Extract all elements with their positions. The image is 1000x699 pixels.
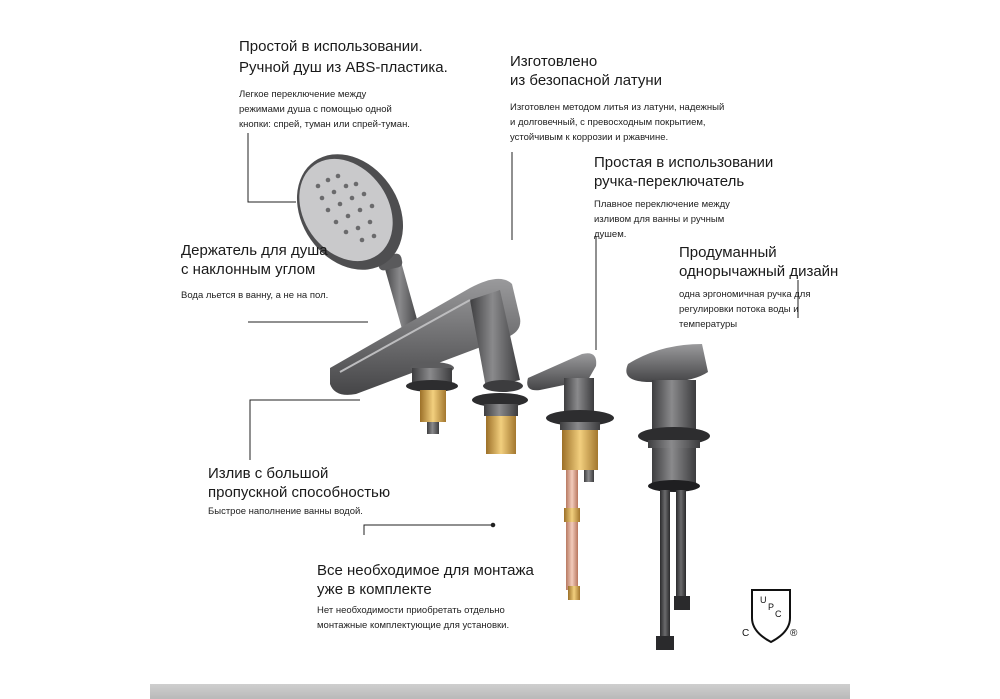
callout-handheld-title-2: Ручной душ из ABS-пластика. (239, 59, 448, 76)
callout-holder (181, 241, 328, 303)
callout-handheld-title-1: Простой в использовании. (239, 38, 423, 55)
callout-spout-title: пропускной способностью (208, 484, 391, 501)
callout-kit-title: уже в комплекте (317, 581, 432, 598)
bath-spout (330, 279, 528, 454)
callout-kit-desc: монтажные комплектующие для установки. (317, 620, 510, 631)
callout-brass-desc: и долговечный, с превосходным покрытием, (510, 117, 706, 128)
callout-handheld-desc: режимами душа с помощью одной (239, 104, 392, 115)
mixer-lever (626, 344, 710, 650)
diverter-valve (527, 353, 614, 600)
callout-kit-title: Все необходимое для монтажа (317, 562, 534, 579)
callout-spout (208, 464, 390, 519)
callout-diverter-desc: изливом для ванны и ручным (594, 214, 725, 225)
footer-bar (150, 684, 850, 699)
callout-holder-title: с наклонным углом (181, 261, 316, 278)
callout-lever-desc: одна эргономичная ручка для (679, 289, 811, 300)
callout-diverter (594, 153, 773, 242)
leader-kit (364, 525, 492, 535)
callout-kit (317, 561, 534, 633)
callout-kit-desc: Нет необходимости приобретать отдельно (317, 605, 505, 616)
callout-diverter-desc: душем. (594, 229, 627, 240)
upc-registered-mark: ® (790, 628, 798, 639)
callout-lever-title: однорычажный дизайн (679, 263, 839, 280)
upc-letter-u: U (760, 595, 767, 605)
callout-diverter-desc: Плавное переключение между (594, 199, 730, 210)
callout-brass-title: из безопасной латуни (510, 72, 663, 89)
callout-lever (679, 243, 838, 332)
leader-kit-dot (491, 523, 495, 527)
callout-lever-title: Продуманный (679, 244, 777, 261)
callout-spout-desc: Быстрое наполнение ванны водой. (208, 506, 363, 517)
hand-shower (275, 134, 425, 336)
callout-holder-title: Держатель для душа (181, 242, 328, 259)
upc-c-mark: C (742, 628, 750, 639)
callout-handheld-desc: кнопки: спрей, туман или спрей-туман. (239, 119, 410, 130)
callout-brass-desc: Изготовлен методом литья из латуни, надежный (510, 102, 725, 113)
callout-handheld (239, 37, 448, 132)
callout-spout-title: Излив с большой (208, 465, 329, 482)
callout-diverter-title: Простая в использовании (594, 154, 774, 171)
upc-letter-p: P (768, 602, 775, 612)
callout-brass (510, 52, 724, 145)
callout-brass-desc: устойчивым к коррозии и ржавчине. (510, 132, 669, 143)
callout-holder-desc: Вода льется в ванну, а не на пол. (181, 290, 329, 301)
upc-badge (742, 590, 798, 642)
leader-handheld (248, 133, 296, 202)
callout-diverter-title: ручка-переключатель (594, 173, 745, 190)
leader-spout (250, 400, 360, 460)
upc-letter-c: C (775, 609, 782, 619)
callout-lever-desc: регулировки потока воды и (679, 304, 799, 315)
callout-brass-title: Изготовлено (510, 53, 598, 70)
callout-handheld-desc: Легкое переключение между (239, 89, 367, 100)
callout-lever-desc: температуры (679, 319, 738, 330)
